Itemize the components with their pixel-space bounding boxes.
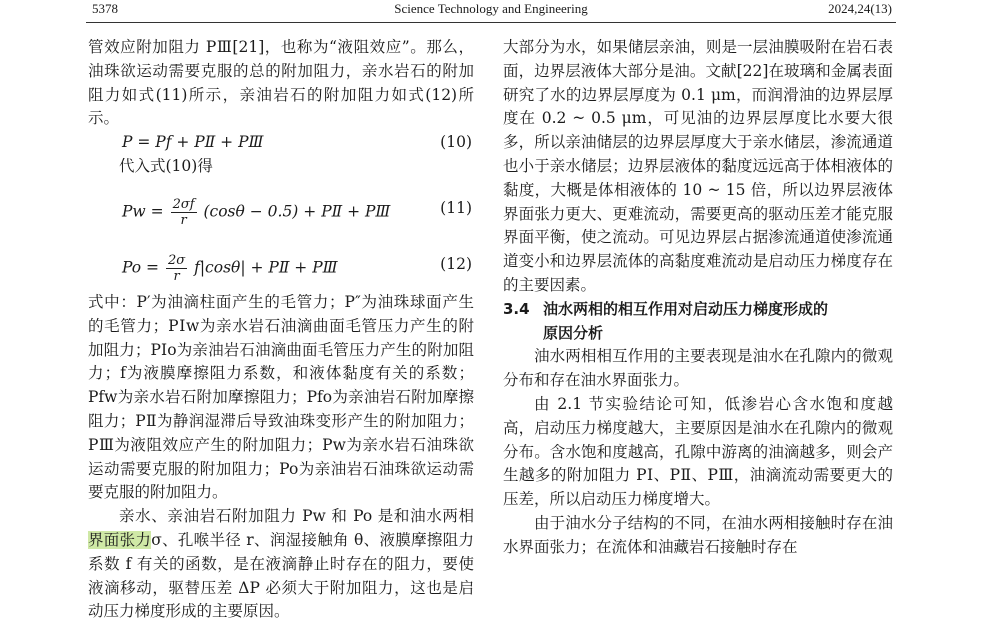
equation-11	[88, 179, 474, 235]
equation-12	[88, 235, 474, 291]
symbol-definitions: 式中：P′为油滴柱面产生的毛管力；P″为油珠球面产生的毛管力；PⅠw为亲水岩石油滴曲面毛管压力产生的附加阻力；PⅠo为亲油岩石油滴曲面毛管压力产生的附加阻力；f为液膜摩擦阻力系数，和液体黏度有关的系数；Pfw为亲水岩石附加摩擦阻力；Pfo为亲油岩石附加摩擦阻力；PⅡ为静润湿滞后导致油珠变形产生的附加阻力；PⅢ为液阻效应产生的附加阻力；Pw为亲水岩石油珠欲运动需要克服的附加阻力；Po为亲油岩石油珠欲运动需要克服的附加阻力。	[88, 292, 474, 502]
equation-11-number: (11)	[440, 198, 472, 217]
structure-paragraph: 由于油水分子结构的不同，在油水两相接触时存在油水界面张力；在流体和油藏岩石接触时存在	[503, 513, 893, 556]
equation-10-number: (10)	[440, 133, 472, 152]
equation-12-number: (12)	[440, 254, 472, 273]
left-column	[88, 36, 474, 624]
equation-12-body: Po = $\frac{2\sigma}{r}$ f|cosθ| + PⅡ + PⅢ	[122, 252, 338, 284]
equation-12-fraction: $\frac{2\sigma}{r}$	[168, 252, 186, 284]
highlighted-term[interactable]: 界面张力	[88, 530, 152, 549]
section-heading: 3.4 油水两相的相互作用对启动压力梯度形成的 原因分析	[503, 299, 829, 342]
intro-paragraph: 管效应附加阻力 PⅢ[21]，也称为“液阻效应”。那么，油珠欲运动需要克服的总的附加阻力，亲水岩石的附加阻力如式(11)所示，亲油岩石的附加阻力如式(12)所示。	[88, 38, 474, 128]
journal-title: Science Technology and Engineering	[394, 1, 588, 16]
boundary-layer-paragraph: 大部分为水，如果储层亲油，则是一层油膜吸附在岩石表面，边界层液体大部分是油。文献[22]在玻璃和金属表面研究了水的边界层厚度为 0.1 μm，而润滑油的边界层厚度在 0.2 ~ 0.5 μm，可见油的边界层厚度比水要大很多，所以亲油储层的边界层厚度大于亲水储层，渗流通道也小于亲水储层；边界层液体的黏度远远高于体相液体的黏度，大概是体相液体的 10 ~ 15 倍，所以边界层液体界面张力更大、更难流动，需要更高的驱动压差才能克服界面平衡，使之流动。可见边界层占据渗流通道使渗流通道变小和边界层流体的高黏度难流动是启动压力梯度存在的主要因素。	[503, 38, 893, 294]
equation-11-body: Pw = $\frac{2\sigma f}{r}$ (cosθ − 0.5) + PⅡ + PⅢ	[122, 196, 391, 228]
interaction-paragraph: 油水两相相互作用的主要表现是油水在孔隙内的微观分布和存在油水界面张力。	[503, 347, 893, 390]
equation-11-fraction: $\frac{2\sigma f}{r}$	[172, 196, 195, 228]
equation-10-body: P = Pf + PⅡ + PⅢ	[122, 133, 264, 152]
equation-10	[88, 131, 474, 155]
experiment-paragraph: 由 2.1 节实验结论可知，低渗岩心含水饱和度越高，启动压力梯度越大，主要原因是油水在孔隙内的微观分布。含水饱和度越高，孔隙中游离的油滴越多，则会产生越多的附加阻力 PⅠ、PⅡ、PⅢ，油滴流动需要更大的压差，所以启动压力梯度增大。	[503, 394, 893, 509]
section-number: 3.4	[503, 299, 530, 318]
volume-issue: 2024,24(13)	[828, 1, 892, 16]
conclusion-paragraph: 亲水、亲油岩石附加阻力 Pw 和 Po 是和油水两相界面张力σ、孔喉半径 r、润湿接触角 θ、液膜摩擦阻力系数 f 有关的函数，是在液滴静止时存在的阻力，要使液滴移动，驱替压差 ΔP 必须大于附加阻力，这也是启动压力梯度形成的主要原因。	[88, 507, 474, 621]
page-header	[86, 0, 896, 23]
page-number: 5378	[92, 1, 118, 16]
substitute-line: 代入式(10)得	[119, 157, 213, 176]
right-column	[503, 36, 893, 560]
